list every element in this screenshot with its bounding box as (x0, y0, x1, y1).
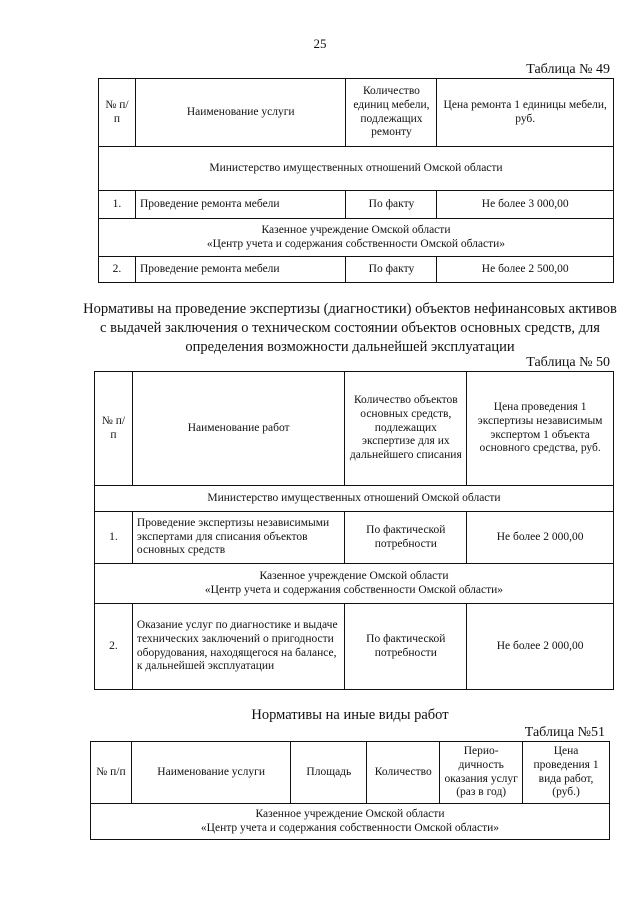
table-row (95, 372, 614, 486)
header-cell: Площадь (291, 742, 367, 804)
section-line: Казенное учреждение Омской области (255, 807, 445, 820)
cell: Проведение ремонта мебели (135, 191, 346, 219)
cell: 1. (99, 191, 136, 219)
cell: Не более 2 000,00 (467, 604, 614, 690)
table-row (91, 742, 610, 804)
header-cell: Наименование услуги (131, 742, 291, 804)
section-row (95, 564, 614, 604)
table-49 (98, 78, 614, 283)
table-row (95, 512, 614, 564)
table-row (99, 257, 614, 283)
section-row: Министерство имущественных отношений Омской области (99, 147, 614, 191)
table-49-label: Таблица № 49 (526, 62, 610, 77)
section-row: Министерство имущественных отношений Омской области (95, 486, 614, 512)
table-50 (94, 371, 614, 690)
cell: 2. (95, 604, 133, 690)
table-row (99, 147, 614, 191)
header-cell: Количество единиц мебели, подлежащих ремонту (346, 79, 437, 147)
cell: По фактической потребности (345, 512, 467, 564)
cell: Не более 3 000,00 (437, 191, 614, 219)
table-row (99, 79, 614, 147)
section-line: Казенное учреждение Омской области (261, 223, 451, 236)
cell: 1. (95, 512, 133, 564)
table-row (95, 564, 614, 604)
heading-51: Нормативы на иные виды работ (251, 707, 449, 723)
table-row (95, 604, 614, 690)
header-cell: № п/п (91, 742, 132, 804)
header-cell: Количество (367, 742, 440, 804)
section-line: «Центр учета и содержания собственности Омской области» (206, 237, 506, 250)
header-cell: № п/п (99, 79, 136, 147)
header-cell: Цена ремонта 1 единицы мебели, руб. (437, 79, 614, 147)
cell: Оказание услуг по диагностике и выдаче технических заключений о пригодности оборудования, находящегося на балансе, к дальнейшей эксплуатации (132, 604, 345, 690)
cell: 2. (99, 257, 136, 283)
cell: По факту (346, 191, 437, 219)
section-row (99, 219, 614, 257)
table-row (99, 191, 614, 219)
table-51 (90, 741, 610, 840)
table-51-label: Таблица №51 (524, 725, 605, 740)
header-cell: Количество объектов основных средств, подлежащих экспертизе для их дальнейшего списания (345, 372, 467, 486)
table-row (99, 219, 614, 257)
cell: По фактической потребности (345, 604, 467, 690)
section-line: «Центр учета и содержания собственности Омской области» (204, 583, 504, 596)
cell: Не более 2 000,00 (467, 512, 614, 564)
header-cell: Цена проведения 1 экспертизы независимым экспертом 1 объекта основного средства, руб. (467, 372, 614, 486)
header-cell: Наименование работ (132, 372, 345, 486)
table-50-label: Таблица № 50 (526, 355, 610, 370)
cell: Проведение ремонта мебели (135, 257, 346, 283)
section-line: Казенное учреждение Омской области (259, 569, 449, 582)
heading-50: Нормативы на проведение экспертизы (диагностики) объектов нефинансовых активов с выдачей заключения о техническом состоянии объектов основных средств, для определения возможности дальнейшей эксплуатации (83, 301, 617, 355)
header-cell: № п/п (95, 372, 133, 486)
table-row (91, 804, 610, 840)
page-number: 25 (313, 36, 327, 51)
table-row (95, 486, 614, 512)
header-cell: Цена проведения 1 вида работ, (руб.) (523, 742, 610, 804)
cell: Проведение экспертизы независимыми экспертами для списания объектов основных средств (132, 512, 345, 564)
section-line: «Центр учета и содержания собственности Омской области» (200, 821, 500, 834)
cell: Не более 2 500,00 (437, 257, 614, 283)
cell: По факту (346, 257, 437, 283)
section-row (91, 804, 610, 840)
header-cell: Наименование услуги (135, 79, 346, 147)
header-cell: Перио-дичность оказания услуг (раз в год) (440, 742, 523, 804)
